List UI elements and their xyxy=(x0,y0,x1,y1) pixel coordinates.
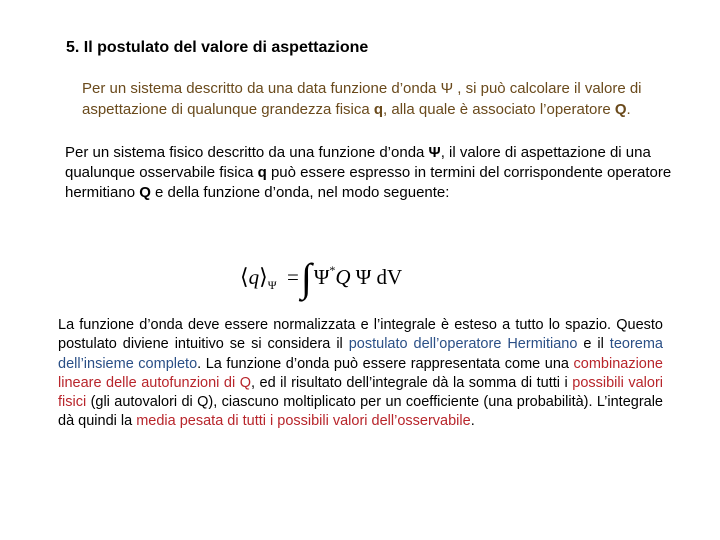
definition-paragraph xyxy=(65,143,685,203)
para2-text-1: Per un sistema fisico descritto da una funzione d’onda xyxy=(65,144,429,161)
para3-text-2: e il xyxy=(577,336,610,353)
para3-text-5: (gli autovalori di Q), ciascuno moltiplicato per un coefficiente (una probabilità). L’integrale dà quindi la xyxy=(58,394,663,430)
para2-psi-bold: Ψ xyxy=(428,144,441,161)
formula-star: * xyxy=(329,263,336,277)
para3-text-1: La funzione d’onda deve essere normalizzata e l’integrale è esteso a tutto lo spazio. Questo postulato diviene intuitivo se si considera il xyxy=(58,317,663,353)
link-postulato-hermitiano[interactable]: postulato dell’operatore Hermitiano xyxy=(348,336,578,353)
intro-q-bold: q xyxy=(373,101,384,118)
formula-q: q xyxy=(248,265,260,289)
intro-Q-bold: Q xyxy=(614,101,627,118)
para2-Q-bold: Q xyxy=(139,184,151,201)
formula-psi: Ψ xyxy=(313,265,330,289)
highlight-combinazione-lineare: combinazione lineare delle autofunzioni di Q xyxy=(58,355,663,391)
formula-equals: = xyxy=(287,265,299,289)
page-title: 5. Il postulato del valore di aspettazione xyxy=(66,39,369,56)
para2-q-bold: q xyxy=(257,164,267,181)
formula-dV: dV xyxy=(376,265,403,289)
formula-right-angle: ⟩ xyxy=(259,264,268,289)
para2-text-3: può essere espresso in termini del corrispondente operatore hermitiano xyxy=(65,164,672,201)
intro-text-1: Per un sistema descritto da una data funzione d’onda Ψ , si può calcolare il valore di aspettazione di qualunque grandezza fisica xyxy=(82,80,642,118)
formula-left-angle: ⟨ xyxy=(240,264,249,289)
expectation-formula xyxy=(240,247,403,300)
para2-text-2: , il valore di aspettazione di una qualunque osservabile fisica xyxy=(65,144,651,181)
para3-text-6: . xyxy=(470,413,475,430)
formula-integral: ∫ xyxy=(300,255,312,300)
intro-text-2: , alla quale è associato l’operatore xyxy=(383,101,615,118)
formula-operator-Q: Q xyxy=(335,265,351,289)
link-teorema-insieme-completo[interactable]: teorema dell’insieme completo xyxy=(58,336,663,372)
intro-paragraph xyxy=(82,78,692,120)
intro-text-3: . xyxy=(626,101,631,118)
highlight-media-pesata: media pesata di tutti i possibili valori dell’osservabile xyxy=(136,413,471,430)
para3-text-3: . La funzione d’onda può essere rappresentata come una xyxy=(197,355,574,372)
formula-subscript-psi: Ψ xyxy=(267,278,277,292)
explanation-paragraph xyxy=(58,316,663,432)
para3-text-4: , ed il risultato dell’integrale dà la somma di tutti i xyxy=(250,374,573,391)
para2-text-4: e della funzione d’onda, nel modo seguente: xyxy=(150,184,450,201)
highlight-possibili-valori: possibili valori fisici xyxy=(58,374,663,411)
formula-psi-2: Ψ xyxy=(355,265,372,289)
